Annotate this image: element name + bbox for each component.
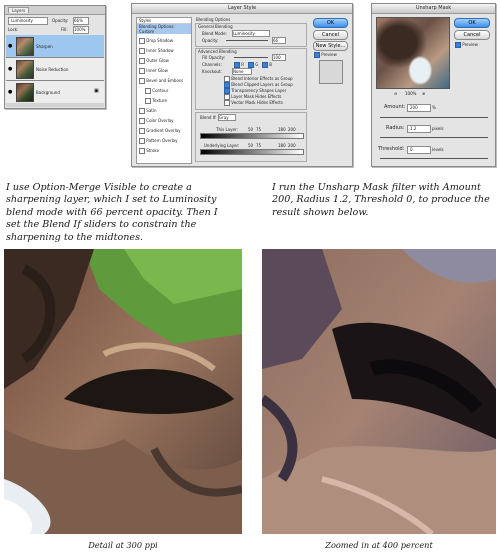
style-item-inner-shadow[interactable]	[137, 48, 191, 54]
style-label: Contour	[152, 88, 169, 93]
layer-name: Sharpen	[36, 44, 53, 49]
this-layer-value-3: 180	[278, 127, 286, 132]
amount-label: Amount:	[384, 104, 406, 110]
fill-opacity-slider[interactable]	[234, 57, 268, 58]
fill-opacity-value: 100	[273, 55, 281, 60]
blend-mode-label: Blend Mode:	[202, 31, 227, 36]
knockout-select[interactable]	[232, 68, 252, 75]
blend-if-label: Blend If:	[200, 115, 217, 120]
detail-photo	[4, 249, 242, 534]
style-checkbox[interactable]	[139, 48, 145, 54]
style-item-satin[interactable]	[137, 108, 191, 114]
eye-icon[interactable]: ●	[8, 89, 13, 95]
style-label: Inner Shadow	[146, 48, 174, 53]
unsharp-preview-checkbox[interactable]	[455, 42, 478, 48]
channels-label: Channels:	[202, 62, 222, 67]
style-preview-swatch	[319, 60, 343, 84]
style-label: Gradient Overlay	[146, 128, 181, 133]
new-style-button[interactable]: New Style...	[313, 41, 348, 51]
layers-tab-bar	[5, 6, 105, 15]
styles-list	[136, 17, 192, 164]
radius-label: Radius:	[386, 125, 405, 131]
this-layer-label: This Layer:	[216, 127, 238, 132]
unsharp-mask-dialog	[371, 3, 496, 167]
style-label: Satin	[146, 108, 157, 113]
threshold-field[interactable]	[407, 146, 431, 154]
unsharp-title: Unsharp Mask	[372, 4, 495, 14]
opacity-field[interactable]	[272, 37, 286, 44]
blend-mode-value: Luminosity	[11, 18, 33, 23]
layers-lock-label: Lock:	[8, 27, 19, 32]
zoomed-photo-art	[262, 249, 496, 534]
layers-fill-field[interactable]	[73, 26, 89, 34]
layer-row-background[interactable]	[6, 81, 104, 104]
layer-name: Background	[36, 90, 60, 95]
underlying-value-1: 50	[248, 143, 254, 148]
layers-blend-mode-select[interactable]	[8, 17, 48, 25]
style-item-drop-shadow[interactable]	[137, 38, 191, 44]
blend-mode-value: Luminosity	[233, 31, 255, 36]
style-label: Bevel and Emboss	[146, 78, 184, 83]
option-label: Transparency Shapes Layer	[231, 88, 287, 93]
zoom-in-icon[interactable]: ⊕	[422, 91, 426, 96]
zoom-out-icon[interactable]: ⊖	[394, 91, 398, 96]
channel-label: R	[241, 62, 245, 67]
style-item-blending-options[interactable]: Blending Options: Custom	[137, 24, 191, 34]
style-item-color-overlay[interactable]	[137, 118, 191, 124]
layer-style-dialog	[131, 3, 353, 167]
caption-left: I use Option-Merge Visible to create a sharpening layer, which I set to Luminosity blend mode with 66 percent opacity. Then I set the Blend If sliders to constrain the sharpening to the midtones.	[6, 182, 218, 243]
detail-photo-art	[4, 249, 242, 534]
style-checkbox[interactable]	[139, 78, 145, 84]
style-checkbox[interactable]	[139, 138, 145, 144]
channel-b[interactable]	[262, 62, 272, 68]
style-checkbox[interactable]	[145, 98, 151, 104]
this-layer-slider[interactable]	[200, 133, 304, 139]
blending-options-pane	[194, 17, 308, 162]
underlying-layer-slider[interactable]	[200, 149, 304, 155]
underlying-layer-label: Underlying Layer:	[204, 143, 240, 148]
layers-opacity-label: Opacity:	[52, 18, 69, 23]
caption-zoomed: Zoomed in at 400 percent	[325, 540, 433, 550]
amount-unit: %	[432, 105, 436, 110]
threshold-unit: levels	[432, 147, 444, 152]
style-item-contour[interactable]	[137, 88, 191, 94]
radius-slider[interactable]	[380, 137, 488, 138]
unsharp-cancel-button[interactable]: Cancel	[454, 30, 490, 40]
style-item-bevel-emboss[interactable]	[137, 78, 191, 84]
amount-slider[interactable]	[380, 117, 488, 118]
style-label: Drop Shadow	[146, 38, 173, 43]
layers-tab[interactable]: Layers	[8, 7, 29, 13]
fill-opacity-label: Fill Opacity:	[202, 55, 226, 60]
preview-check[interactable]	[455, 42, 461, 48]
preview-checkbox[interactable]	[314, 52, 337, 58]
style-item-texture[interactable]	[137, 98, 191, 104]
opacity-value: 66	[273, 38, 279, 43]
blend-if-select[interactable]	[218, 114, 236, 121]
amount-field[interactable]	[407, 104, 431, 112]
underlying-value-3: 180	[278, 143, 286, 148]
unsharp-ok-button[interactable]: OK	[454, 18, 490, 28]
radius-unit: pixels	[432, 126, 444, 131]
fill-value: 100%	[74, 27, 86, 32]
lock-icon: ▣	[94, 88, 99, 94]
opacity-label: Opacity:	[202, 38, 219, 43]
this-layer-value-2: 75	[256, 127, 262, 132]
layer-row-noise-reduction[interactable]	[6, 58, 104, 81]
style-label: Color Overlay	[146, 118, 174, 123]
layers-opacity-field[interactable]	[73, 17, 89, 25]
style-checkbox[interactable]	[139, 68, 145, 74]
option-checkbox[interactable]	[224, 100, 230, 106]
advanced-blending-group	[195, 48, 307, 110]
layer-thumbnail	[16, 60, 34, 79]
blend-mode-select[interactable]	[232, 30, 270, 37]
knockout-value: None	[233, 69, 244, 74]
style-checkbox[interactable]	[139, 58, 145, 64]
style-checkbox[interactable]	[139, 128, 145, 134]
style-item-gradient-overlay[interactable]	[137, 128, 191, 134]
blending-options-heading: Blending Options	[196, 17, 231, 22]
eye-icon[interactable]: ●	[8, 66, 13, 72]
general-blending-header: General Blending	[198, 24, 233, 29]
opacity-slider[interactable]	[226, 40, 268, 41]
layer-name: Noise Reduction	[36, 67, 69, 72]
zoomed-photo	[262, 249, 496, 534]
caption-detail: Detail at 300 ppi	[88, 540, 158, 550]
style-item-pattern-overlay[interactable]	[137, 138, 191, 144]
eye-icon[interactable]: ●	[8, 43, 13, 49]
threshold-slider[interactable]	[380, 158, 488, 159]
styles-header[interactable]: Styles	[137, 18, 191, 24]
underlying-value-4: 200	[288, 143, 296, 148]
style-item-inner-glow[interactable]	[137, 68, 191, 74]
cancel-button[interactable]: Cancel	[313, 30, 348, 40]
style-checkbox[interactable]	[139, 118, 145, 124]
channel-label: G	[255, 62, 259, 67]
radius-field[interactable]	[407, 125, 431, 133]
layer-thumbnail	[16, 83, 34, 102]
threshold-value: 0	[410, 147, 413, 152]
opacity-value: 66%	[74, 18, 83, 23]
amount-value: 200	[410, 105, 418, 110]
style-label: Pattern Overlay	[146, 138, 178, 143]
channel-checkbox[interactable]	[262, 62, 268, 68]
channel-label: B	[269, 62, 273, 67]
option-label: Blend Interior Effects as Group	[231, 76, 293, 81]
unsharp-preview-image[interactable]	[376, 17, 450, 89]
option-vector-mask[interactable]	[224, 100, 283, 106]
preview-label: Preview	[462, 42, 478, 47]
dialog-title: Layer Style	[132, 4, 352, 14]
advanced-blending-header: Advanced Blending	[198, 49, 237, 54]
option-label: Blend Clipped Layers as Group	[231, 82, 293, 87]
option-label: Layer Mask Hides Effects	[231, 94, 282, 99]
style-label: Inner Glow	[146, 68, 168, 73]
style-item-stroke[interactable]	[137, 148, 191, 154]
style-label: Texture	[152, 98, 167, 103]
option-label: Vector Mask Hides Effects	[231, 100, 283, 105]
style-checkbox[interactable]	[139, 108, 145, 114]
style-label: Outer Glow	[146, 58, 169, 63]
layer-row-sharpen[interactable]	[6, 35, 104, 58]
underlying-value-2: 75	[256, 143, 262, 148]
style-checkbox[interactable]	[139, 38, 145, 44]
knockout-label: Knockout:	[202, 69, 222, 74]
blend-if-group	[195, 112, 307, 162]
layer-thumbnail	[16, 37, 34, 56]
style-checkbox[interactable]	[139, 148, 145, 154]
radius-value: 1.2	[410, 126, 417, 131]
threshold-label: Threshold:	[378, 146, 405, 152]
layers-footer-icons	[6, 103, 104, 107]
style-label: Stroke	[146, 148, 160, 153]
style-checkbox[interactable]	[145, 88, 151, 94]
this-layer-value-4: 200	[288, 127, 296, 132]
fill-opacity-field[interactable]	[272, 54, 286, 61]
layers-panel	[4, 5, 106, 109]
style-item-outer-glow[interactable]	[137, 58, 191, 64]
preview-check[interactable]	[314, 52, 320, 58]
ok-button[interactable]: OK	[313, 18, 348, 28]
general-blending-group	[195, 23, 307, 47]
layers-fill-label: Fill:	[61, 27, 68, 32]
this-layer-value-1: 50	[248, 127, 254, 132]
blend-if-value: Gray	[219, 115, 229, 120]
caption-right: I run the Unsharp Mask filter with Amount 200, Radius 1.2, Threshold 0, to produce the result shown below.	[272, 182, 490, 218]
preview-label: Preview	[321, 52, 337, 57]
zoom-level: 100%	[405, 91, 417, 96]
